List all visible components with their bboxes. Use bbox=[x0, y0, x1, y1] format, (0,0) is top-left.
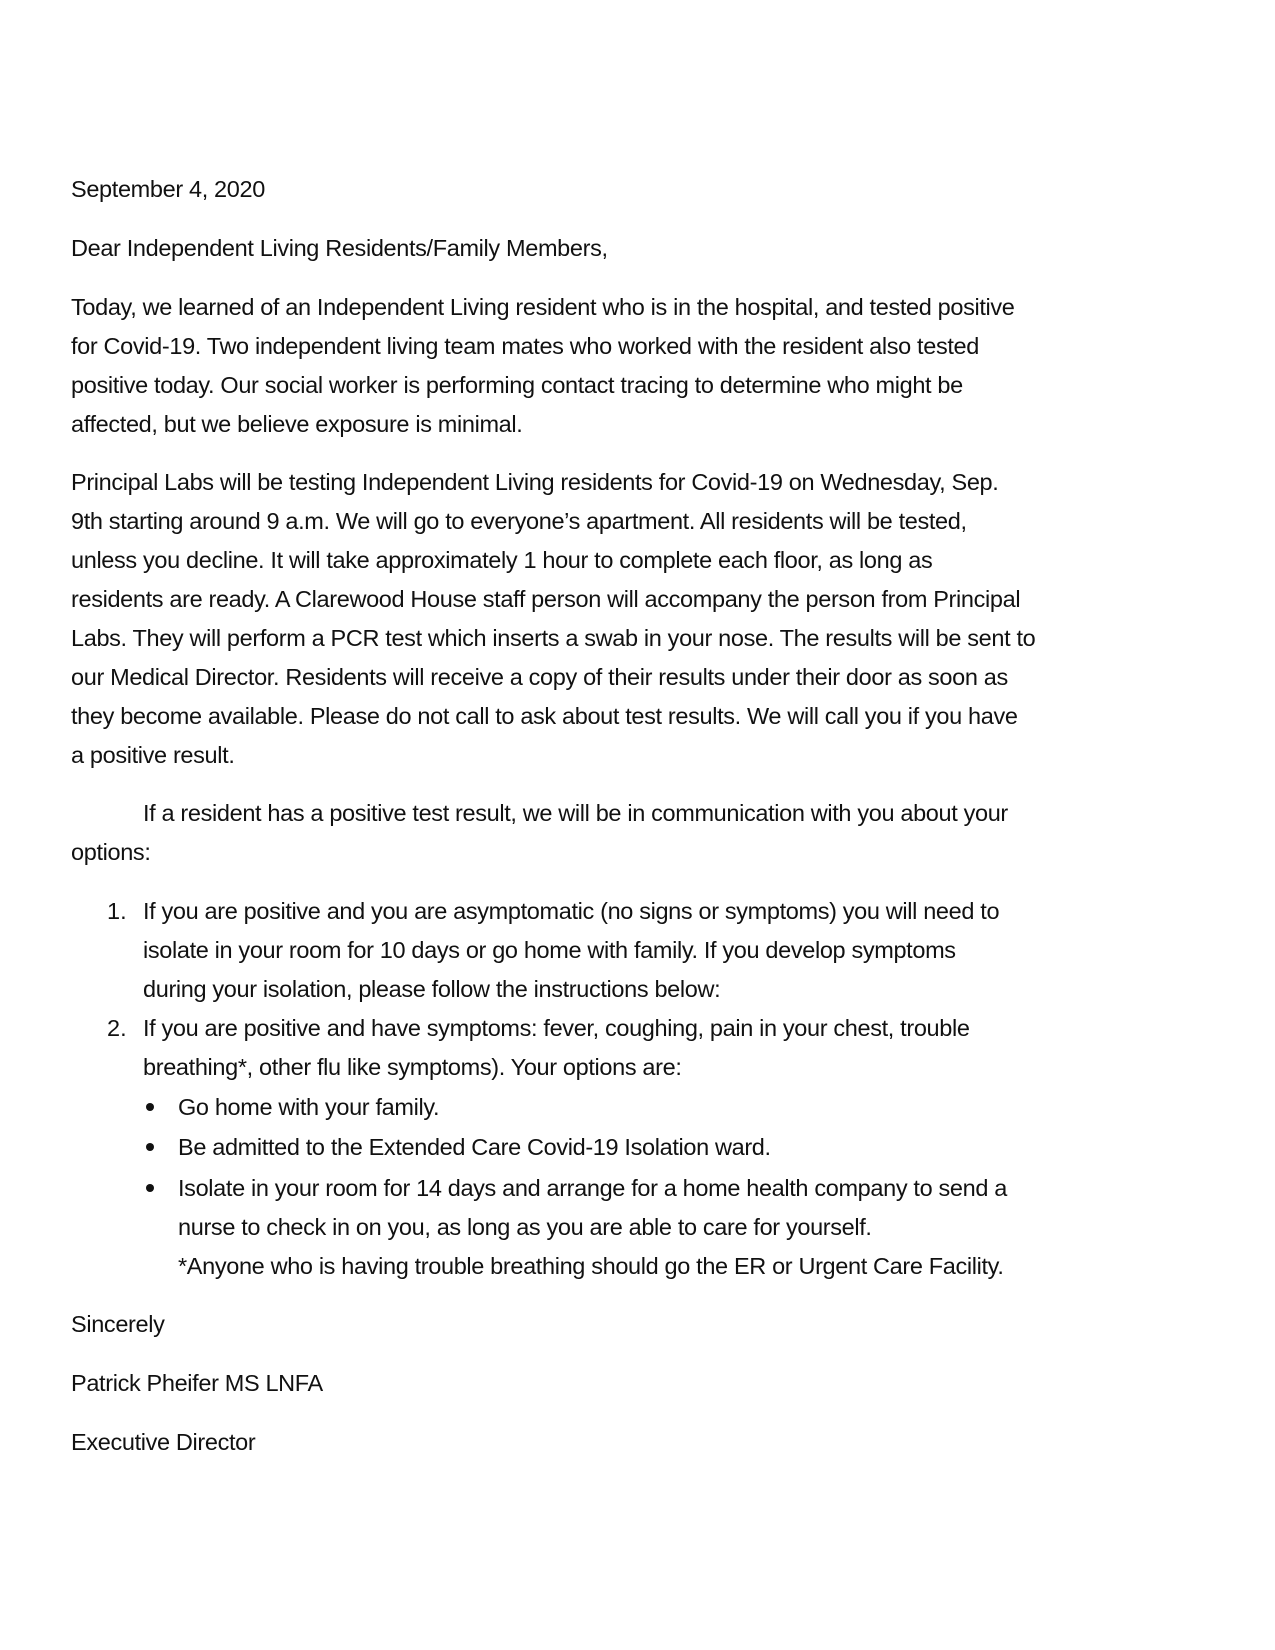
bullet-item-line: Go home with your family. bbox=[178, 1094, 440, 1120]
closing: Sincerely bbox=[71, 1311, 165, 1337]
paragraph-line: 9th starting around 9 a.m. We will go to everyone’s apartment. All residents will be tested, bbox=[71, 508, 967, 534]
salutation: Dear Independent Living Residents/Family Members, bbox=[71, 235, 608, 261]
list-item-line: isolate in your room for 10 days or go home with family. If you develop symptoms bbox=[143, 937, 956, 963]
bullet-item-line: Be admitted to the Extended Care Covid-19 Isolation ward. bbox=[178, 1134, 771, 1160]
paragraph-line: If a resident has a positive test result, we will be in communication with you about your bbox=[143, 800, 1008, 826]
paragraph-line: for Covid-19. Two independent living team mates who worked with the resident also tested bbox=[71, 333, 979, 359]
paragraph-line: residents are ready. A Clarewood House staff person will accompany the person from Principal bbox=[71, 586, 1021, 612]
list-item-line: If you are positive and have symptoms: fever, coughing, pain in your chest, trouble bbox=[143, 1015, 970, 1041]
paragraph-line: positive today. Our social worker is performing contact tracing to determine who might be bbox=[71, 372, 963, 398]
paragraph-line: a positive result. bbox=[71, 742, 235, 768]
bullet-icon bbox=[146, 1103, 154, 1111]
paragraph-line: our Medical Director. Residents will receive a copy of their results under their door as soon as bbox=[71, 664, 1008, 690]
paragraph-line: Labs. They will perform a PCR test which inserts a swab in your nose. The results will be sent to bbox=[71, 625, 1036, 651]
paragraph-line: affected, but we believe exposure is minimal. bbox=[71, 411, 523, 437]
list-item-line: If you are positive and you are asymptomatic (no signs or symptoms) you will need to bbox=[143, 898, 1000, 924]
paragraph-line: unless you decline. It will take approximately 1 hour to complete each floor, as long as bbox=[71, 547, 933, 573]
signer-title: Executive Director bbox=[71, 1429, 256, 1455]
bullet-item-line: Isolate in your room for 14 days and arrange for a home health company to send a bbox=[178, 1175, 1007, 1201]
list-number: 1. bbox=[107, 898, 127, 924]
paragraph-line: they become available. Please do not call to ask about test results. We will call you if you have bbox=[71, 703, 1018, 729]
letter-date: September 4, 2020 bbox=[71, 176, 265, 202]
list-item-line: breathing*, other flu like symptoms). Your options are: bbox=[143, 1054, 682, 1080]
bullet-icon bbox=[146, 1143, 154, 1151]
list-item-line: during your isolation, please follow the instructions below: bbox=[143, 976, 721, 1002]
breathing-note: *Anyone who is having trouble breathing should go the ER or Urgent Care Facility. bbox=[178, 1253, 1004, 1279]
paragraph-line: options: bbox=[71, 839, 151, 865]
bullet-item-line: nurse to check in on you, as long as you are able to care for yourself. bbox=[178, 1214, 872, 1240]
bullet-icon bbox=[146, 1184, 154, 1192]
signer-name: Patrick Pheifer MS LNFA bbox=[71, 1370, 323, 1396]
paragraph-line: Today, we learned of an Independent Living resident who is in the hospital, and tested positive bbox=[71, 294, 1015, 320]
paragraph-line: Principal Labs will be testing Independent Living residents for Covid-19 on Wednesday, Sep. bbox=[71, 469, 999, 495]
list-number: 2. bbox=[107, 1015, 127, 1041]
